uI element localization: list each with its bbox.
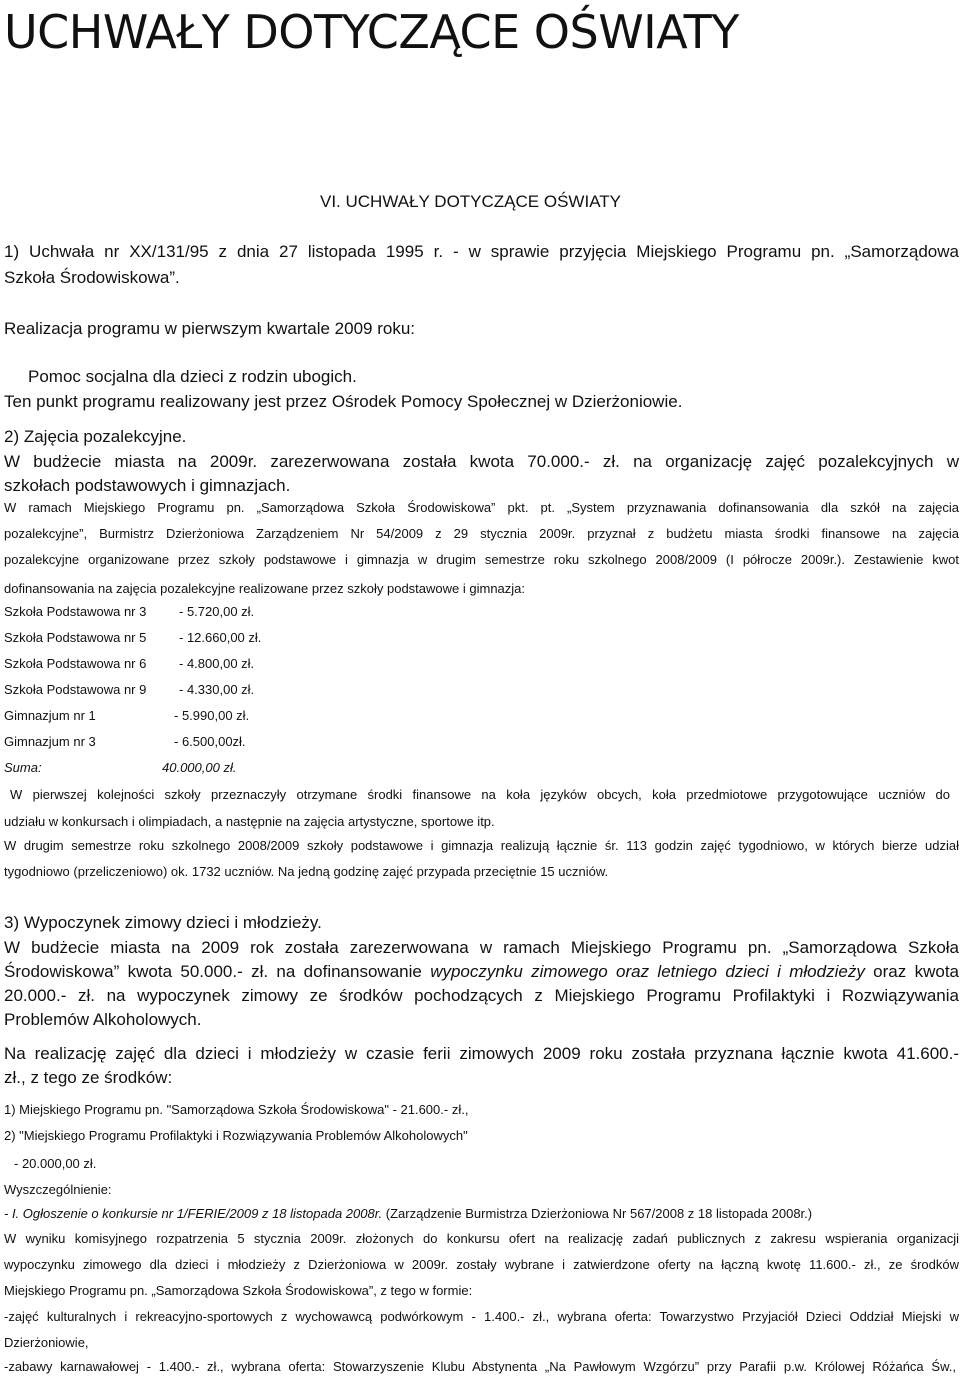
wyniku-line2: wypoczynku zimowego dla dzieci i młodzieży z Dzierżoniowa w 2009r. zostały wybrane i zatwierdzone oferty na łączną kwotę 11.600.- zł., ze środków — [4, 1257, 959, 1272]
school-name: Szkoła Podstawowa nr 3 — [4, 604, 147, 619]
wypoczynek-line1: W budżecie miasta na 2009 rok została zarezerwowana w ramach Miejskiego Programu pn. „Samorządowa Szkoła — [4, 938, 959, 957]
section-title: VI. UCHWAŁY DOTYCZĄCE OŚWIATY — [320, 192, 621, 211]
wypoczynek-heading: 3) Wypoczynek zimowy dzieci i młodzieży. — [4, 913, 322, 932]
wyniku-line4: -zajęć kulturalnych i rekreacyjno-sportowych z wychowawcą podwórkowym - 1.400.- zł., wybrana oferta: Towarzystwo Przyjaciół Dzieci Oddział Miejski w — [4, 1309, 959, 1324]
school-amount: - 12.660,00 zł. — [179, 630, 262, 645]
source-2-amount: - 20.000,00 zł. — [14, 1156, 97, 1171]
wyniku-line6: -zabawy karnawałowej - 1.400.- zł., wybrana oferta: Stowarzyszenie Klubu Abstynenta „Na Pawłowym Wzgórzu” przy Parafii p.w. Królowej Różańca Św., — [4, 1359, 956, 1374]
school-amount: - 6.500,00zł. — [174, 734, 246, 749]
drugim-line2: tygodniowo (przeliczeniowo) ok. 1732 uczniów. Na jedną godzinę zajęć przypada przeciętnie 15 uczniów. — [4, 864, 609, 879]
ramach-line2: pozalekcyjne”, Burmistrz Dzierżoniowa Zarządzeniem Nr 54/2009 z 29 stycznia 2009r. przyznał z budżetu miasta środki finansowe na zajęcia — [4, 526, 959, 541]
zajecia-heading: 2) Zajęcia pozalekcyjne. — [4, 427, 187, 446]
suma-value: 40.000,00 zł. — [162, 760, 237, 775]
wypoczynek-line2 — [4, 960, 959, 984]
realizacja-heading: Realizacja programu w pierwszym kwartale 2009 roku: — [4, 319, 415, 338]
school-name: Szkoła Podstawowa nr 9 — [4, 682, 147, 697]
ramach-line1: W ramach Miejskiego Programu pn. „Samorządowa Szkoła Środowiskowa” pkt. pt. „System przyznawania dofinansowania dla szkół na zajęcia — [4, 500, 959, 515]
budzet-line2: szkołach podstawowych i gimnazjach. — [4, 476, 291, 495]
wypoczynek-line2-start: Środowiskowa” kwota 50.000.- zł. na dofinansowanie — [4, 962, 431, 981]
school-amount: - 4.330,00 zł. — [179, 682, 255, 697]
item1-line1: 1) Uchwała nr XX/131/95 z dnia 27 listopada 1995 r. - w sprawie przyjęcia Miejskiego Programu pn. „Samorządowa — [4, 242, 959, 261]
budzet-line1: W budżecie miasta na 2009r. zarezerwowana została kwota 70.000.- zł. na organizację zajęć pozalekcyjnych w — [4, 452, 959, 471]
drugim-line1: W drugim semestrze roku szkolnego 2008/2009 szkoły podstawowe i gimnazja realizują łącznie śr. 113 godzin zajęć tygodniowo, w których bierze udział — [4, 838, 959, 853]
wyszczegolnienie-label: Wyszczególnienie: — [4, 1182, 112, 1197]
main-title: UCHWAŁY DOTYCZĄCE OŚWIATY — [4, 5, 739, 59]
suma-label: Suma: — [4, 760, 42, 775]
wypoczynek-line3: 20.000.- zł. na wypoczynek zimowy ze środków pochodzących z Miejskiego Programu Profilaktyki i Rozwiązywania — [4, 986, 959, 1005]
pierwszej-line1: W pierwszej kolejności szkoły przeznaczyły otrzymane środki finansowe na koła języków obcych, koła przedmiotowe przygotowujące uczniów do — [10, 787, 950, 802]
pierwszej-line2: udziału w konkursach i olimpiadach, a następnie na zajęcia artystyczne, sportowe itp. — [4, 814, 495, 829]
school-amount: - 5.990,00 zł. — [174, 708, 250, 723]
wypoczynek-line4: Problemów Alkoholowych. — [4, 1010, 202, 1029]
school-name: Szkoła Podstawowa nr 6 — [4, 656, 147, 671]
school-amount: - 4.800,00 zł. — [179, 656, 255, 671]
source-2: 2) "Miejskiego Programu Profilaktyki i Rozwiązywania Problemów Alkoholowych" — [4, 1128, 468, 1143]
wyniku-line1: W wyniku komisyjnego rozpatrzenia 5 stycznia 2009r. złożonych do konkursu ofert na realizację zadań publicznych z zakresu wspierania organizacji — [4, 1231, 959, 1246]
wyniku-line5: Dzierżoniowie, — [4, 1335, 89, 1350]
realizacje-line1: Na realizację zajęć dla dzieci i młodzieży w czasie ferii zimowych 2009 roku została przyznana łącznie kwota 41.600.- — [4, 1044, 959, 1063]
realizacje-line2: zł., z tego ze środków: — [4, 1068, 173, 1087]
ten-punkt-text: Ten punkt programu realizowany jest przez Ośrodek Pomocy Społecznej w Dzierżoniowie. — [4, 392, 683, 411]
school-amount: - 5.720,00 zł. — [179, 604, 255, 619]
pomoc-socjalna: Pomoc socjalna dla dzieci z rodzin ubogich. — [28, 367, 357, 386]
source-1: 1) Miejskiego Programu pn. "Samorządowa Szkoła Środowiskowa" - 21.600.- zł., — [4, 1102, 469, 1117]
ogloszenie-line — [4, 1205, 812, 1223]
ramach-line4: dofinansowania na zajęcia pozalekcyjne realizowane przez szkoły podstawowe i gimnazja: — [4, 581, 526, 596]
wypoczynek-line2-end: oraz kwota — [864, 962, 959, 981]
school-name: Gimnazjum nr 3 — [4, 734, 96, 749]
school-name: Szkoła Podstawowa nr 5 — [4, 630, 147, 645]
school-name: Gimnazjum nr 1 — [4, 708, 96, 723]
ogloszenie-rest: (Zarządzenie Burmistrza Dzierżoniowa Nr 567/2008 z 18 listopada 2008r.) — [382, 1206, 813, 1221]
ramach-line3: pozalekcyjne organizowane przez szkoły podstawowe i gimnazja w drugim semestrze roku szkolnego 2008/2009 (I półrocze 2009r.). Zestawienie kwot — [4, 552, 959, 567]
item1-line2: Szkoła Środowiskowa”. — [4, 268, 180, 287]
ogloszenie-italic: - I. Ogłoszenie o konkursie nr 1/FERIE/2009 z 18 listopada 2008r. — [4, 1206, 383, 1221]
wypoczynek-line2-italic: wypoczynku zimowego oraz letniego dzieci i młodzieży — [430, 962, 865, 981]
wyniku-line3: Miejskiego Programu pn. „Samorządowa Szkoła Środowiskowa”, z tego w formie: — [4, 1283, 473, 1298]
